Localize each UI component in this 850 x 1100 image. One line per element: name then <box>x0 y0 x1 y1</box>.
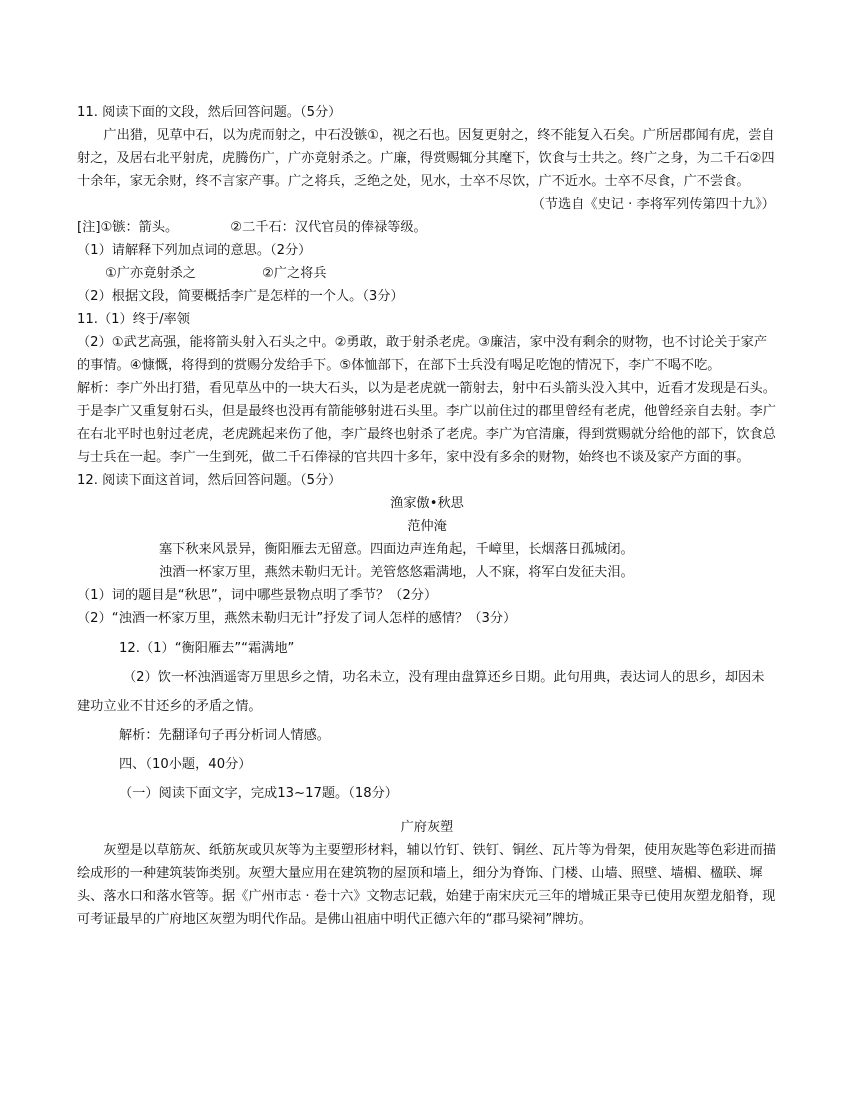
q12-title: 12. 阅读下面这首词，然后回答问题。（5分） <box>77 473 342 488</box>
q11-sub-items <box>77 262 777 285</box>
q11-sub-question-1: （1）请解释下列加点词的意思。（2分） <box>77 243 312 258</box>
q11-sub-item-1: ①广亦竟射杀之 <box>105 266 196 281</box>
q11-sub-item-2: ②广之将兵 <box>261 266 327 281</box>
article-paragraph: 灰塑是以草筋灰、纸筋灰或贝灰等为主要塑形材料，辅以竹钉、铁钉、铜丝、瓦片等为骨架，使用灰匙等色彩进而描绘成形的一种建筑装饰类别。灰塑大量应用在建筑物的屋顶和墙上，细分为脊饰、门楼、山墙、照壁、墙楣、楹联、墀头、落水口和落水管等。据《广州市志 · 卷十六》文物志记载，始建于南宋庆元三年的增城正果寺已使用灰塑龙船脊，现可考证最早的广府地区灰塑为明代作品。是佛山祖庙中明代正德六年的“郡马梁祠”牌坊。 <box>77 843 776 927</box>
q11-note-2: ②二千石：汉代官员的俸禄等级。 <box>230 220 427 235</box>
q11-source: （节选自《史记 · 李将军列传第四十九》） <box>531 197 775 212</box>
section-instruction: （一）阅读下面文字，完成13~17题。（18分） <box>119 786 398 801</box>
q12-sub-question-2: （2）“浊酒一杯家万里，燕然未勒归无计”抒发了词人怎样的感情？（3分） <box>77 611 517 626</box>
q12-answer-2: （2）饮一杯浊酒遥寄万里思乡之情，功名未立，没有理由盘算还乡日期。此句用典，表达词人的思乡，却因未建功立业不甘还乡的矛盾之情。 <box>77 670 765 714</box>
q11-note-1: [注]①镞：箭头。 <box>77 220 179 235</box>
q11-analysis: 解析：李广外出打猎，看见草丛中的一块大石头，以为是老虎就一箭射去，射中石头箭头没入其中，近看才发现是石头。于是李广又重复射石头，但是最终也没再有箭能够射进石头里。李广以前住过的郡里曾经有老虎，他曾经亲自去射。李广在右北平时也射过老虎，老虎跳起来伤了他，李广最终也射杀了老虎。李广为官清廉，得到赏赐就分给他的部下，饮食总与士兵在一起。李广一生到死，做二千石俸禄的官共四十多年，家中没有多余的财物，始终也不谈及家产方面的事。 <box>77 381 776 465</box>
poem-line-2: 浊酒一杯家万里，燕然未勒归无计。羌管悠悠霜满地，人不寐，将军白发征夫泪。 <box>159 565 634 580</box>
poem-title: 渔家傲•秋思 <box>390 496 464 511</box>
poem-author: 范仲淹 <box>407 519 447 534</box>
section-heading: 四、（10小题，40分） <box>119 757 252 772</box>
q11-sub-question-2: （2）根据文段，简要概括李广是怎样的一个人。（3分） <box>77 289 404 304</box>
poem-line-1: 塞下秋来风景异，衡阳雁去无留意。四面边声连角起，千嶂里，长烟落日孤城闭。 <box>159 542 634 557</box>
q11-title: 11. 阅读下面的文段，然后回答问题。（5分） <box>77 105 342 120</box>
q12-answer-1: 12.（1）“衡阳雁去”“霜满地” <box>119 641 295 656</box>
q12-sub-question-1: （1）词的题目是“秋思”，词中哪些景物点明了季节？（2分） <box>77 588 438 603</box>
document-page <box>77 101 777 931</box>
q11-notes <box>77 216 777 239</box>
q12-analysis: 解析：先翻译句子再分析词人情感。 <box>119 728 330 743</box>
q11-answer-1: 11.（1）终于/率领 <box>77 312 190 327</box>
q11-passage: 广出猎，见草中石，以为虎而射之，中石没镞①，视之石也。因复更射之，终不能复入石矣。广所居郡闻有虎，尝自射之，及居右北平射虎，虎腾伤广，广亦竟射杀之。广廉，得赏赐辄分其麾下，饮食与士共之。终广之身，为二千石②四十余年，家无余财，终不言家产事。广之将兵，乏绝之处，见水，士卒不尽饮，广不近水。士卒不尽食，广不尝食。 <box>77 128 775 189</box>
q11-answer-2: （2）①武艺高强，能将箭头射入石头之中。②勇敢，敢于射杀老虎。③廉洁，家中没有剩余的财物，也不讨论关于家产的事情。④慷慨，将得到的赏赐分发给手下。⑤体恤部下，在部下士兵没有喝足吃饱的情况下，李广不喝不吃。 <box>77 335 768 373</box>
article-title: 广府灰塑 <box>400 820 454 835</box>
